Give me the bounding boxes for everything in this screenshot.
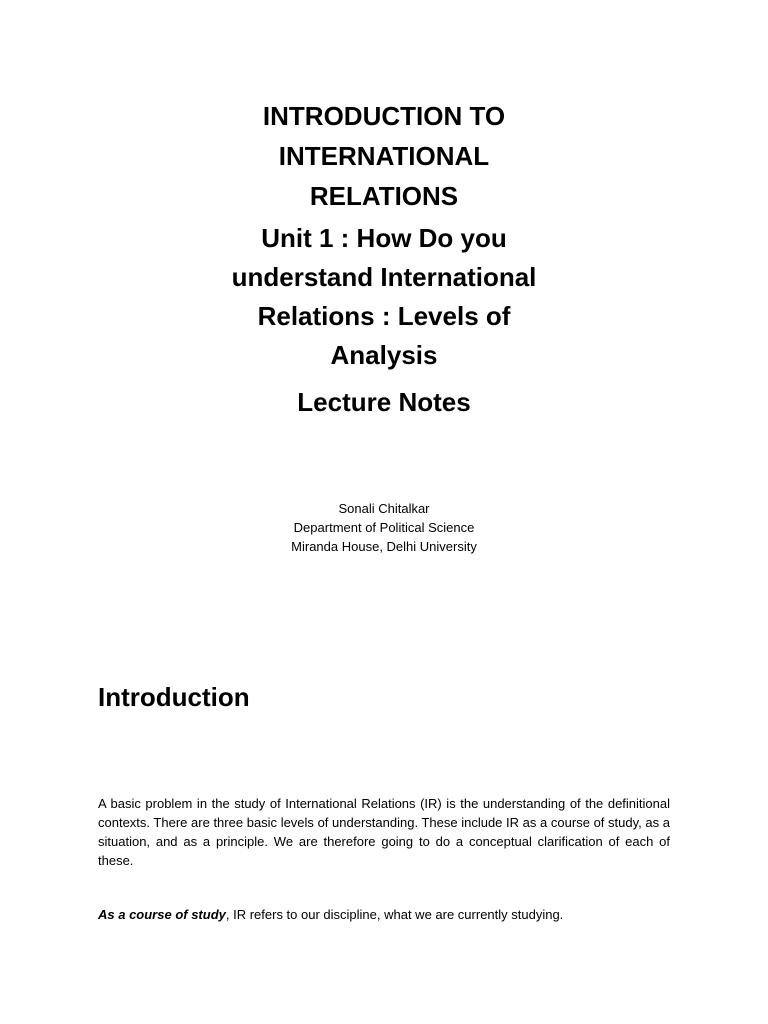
author-department: Department of Political Science xyxy=(293,520,475,535)
title-line-2: INTERNATIONAL xyxy=(278,141,490,171)
section-heading: Introduction xyxy=(98,682,250,712)
paragraph-1: A basic problem in the study of International Relations (IR) is the understanding of the definitional contexts. There are three basic levels of understanding. These include IR as a course of study, as a situation, and as a principle. We are therefore going to do a conceptual clarification of each of these. xyxy=(98,796,670,868)
author-institution: Miranda House, Delhi University xyxy=(291,539,477,554)
subtitle-block xyxy=(0,219,768,375)
paragraph-2-emphasis: As a course of study xyxy=(98,907,226,922)
author-name: Sonali Chitalkar xyxy=(338,501,430,516)
subtitle-line-1: Unit 1 : How Do you xyxy=(261,223,507,253)
subtitle-line-4: Analysis xyxy=(330,340,438,370)
subtitle-line-2: understand International xyxy=(231,262,537,292)
title-line-3: RELATIONS xyxy=(309,181,459,211)
subtitle-line-3: Relations : Levels of xyxy=(257,301,511,331)
title-line-1: INTRODUCTION TO xyxy=(262,101,506,131)
paragraph-2 xyxy=(98,905,670,924)
document-type-label: Lecture Notes xyxy=(297,387,471,417)
title-block xyxy=(0,96,768,422)
author-block xyxy=(0,499,768,556)
paragraph-2-text: , IR refers to our discipline, what we are currently studying. xyxy=(225,907,564,922)
